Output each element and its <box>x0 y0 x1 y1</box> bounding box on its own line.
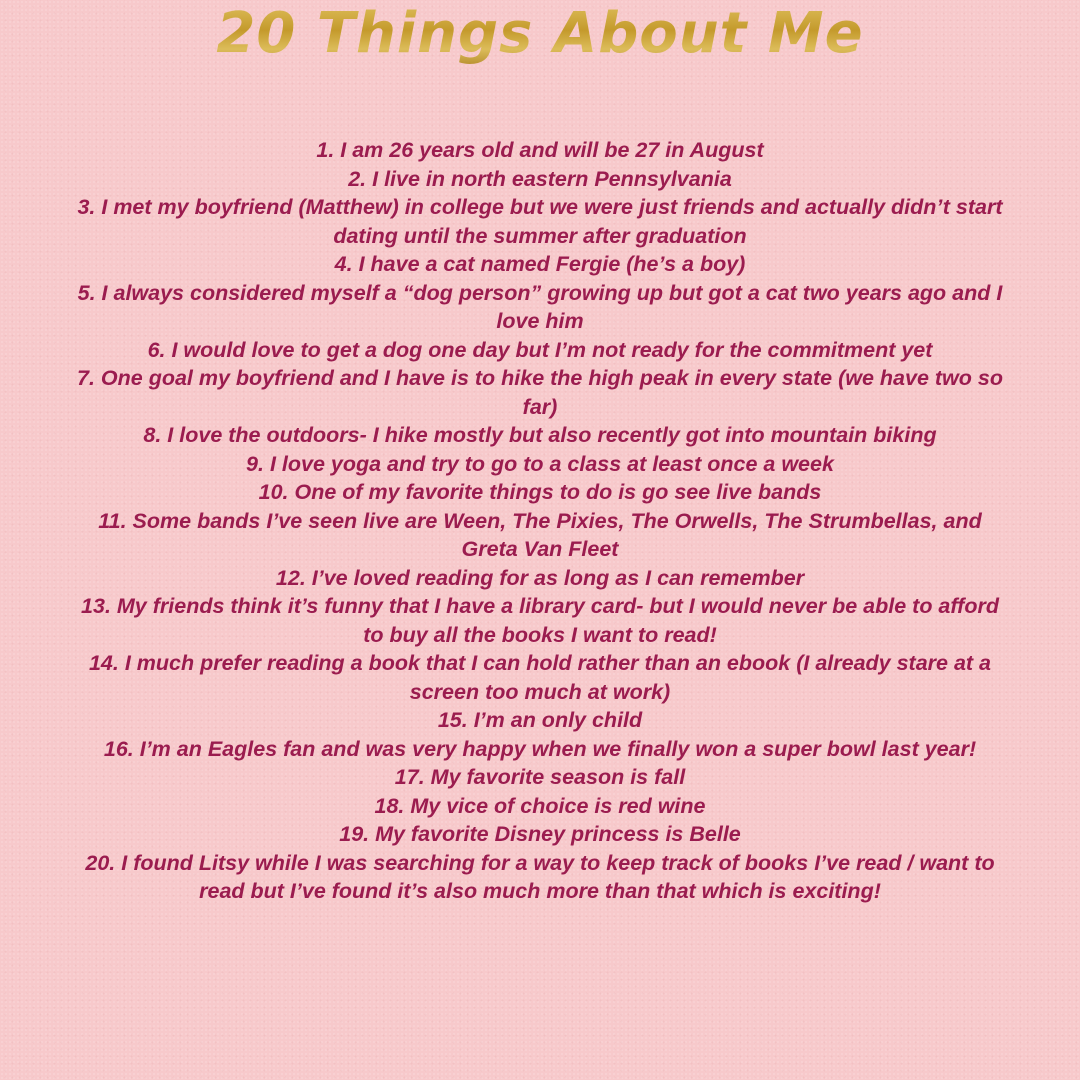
list-item: 12. I’ve loved reading for as long as I can remember <box>275 565 805 590</box>
list-item: 6. I would love to get a dog one day but I’m not ready for the commitment yet <box>147 337 933 362</box>
list-item: 10. One of my favorite things to do is go see live bands <box>258 480 822 504</box>
list-item: 1. I am 26 years old and will be 27 in August <box>316 138 764 162</box>
list-item: 14. I much prefer reading a book that I can hold rather than an ebook (I already stare at a screen too much at work) <box>88 651 992 704</box>
list-item: 18. My vice of choice is red wine <box>374 793 706 818</box>
list-item: 19. My favorite Disney princess is Belle <box>339 822 741 846</box>
list-item: 7. One goal my boyfriend and I have is to hike the high peak in every state (we have two so far) <box>77 366 1003 419</box>
page-title: 20 Things About Me <box>0 0 1080 72</box>
list-item: 15. I’m an only child <box>437 708 643 732</box>
list-item: 13. My friends think it’s funny that I have a library card- but I would never be able to afford to buy all the books I want to read! <box>81 594 999 647</box>
list-item: 3. I met my boyfriend (Matthew) in college but we were just friends and actually didn’t start dating until the summer after graduation <box>77 195 1003 248</box>
list-item: 11. Some bands I’ve seen live are Ween, The Pixies, The Orwells, The Strumbellas, and Greta Van Fleet <box>98 508 982 561</box>
list-item: 8. I love the outdoors- I hike mostly but also recently got into mountain biking <box>143 423 937 447</box>
list-item: 5. I always considered myself a “dog person” growing up but got a cat two years ago and I love him <box>77 280 1003 333</box>
list-item: 4. I have a cat named Fergie (he’s a boy) <box>334 252 746 276</box>
list-item: 9. I love yoga and try to go to a class at least once a week <box>246 451 834 476</box>
list-item: 20. I found Litsy while I was searching for a way to keep track of books I’ve read / want to read but I’ve found it’s also much more than that which is exciting! <box>85 850 995 903</box>
facts-list <box>70 136 1010 906</box>
list-item: 16. I’m an Eagles fan and was very happy when we finally won a super bowl last year! <box>103 736 977 761</box>
list-item: 17. My favorite season is fall <box>394 765 686 789</box>
list-item: 2. I live in north eastern Pennsylvania <box>348 166 732 191</box>
